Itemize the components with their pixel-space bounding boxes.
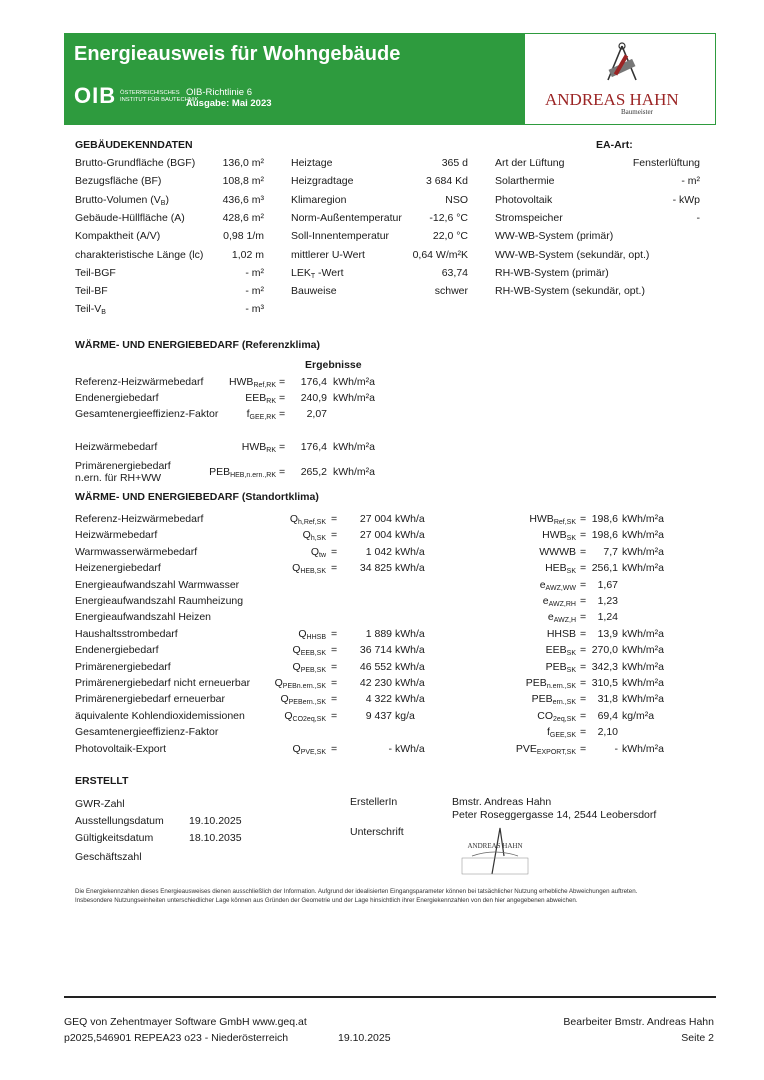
erstellt-value: 18.10.2035	[189, 832, 242, 844]
standort-symbol2: $PVE_{EXPORT,SK}$	[515, 743, 576, 756]
standort-label: Energieaufwandszahl Heizen	[75, 611, 212, 623]
klima-label: mittlerer U-Wert	[291, 249, 365, 261]
standort-eq2: =	[580, 611, 587, 623]
standort-label: Haushaltsstrombedarf	[75, 628, 178, 640]
standort-eq: =	[331, 710, 338, 722]
standort-eq2: =	[580, 644, 587, 656]
system-label: WW-WB-System (primär)	[495, 230, 614, 242]
footer-software: GEQ von Zehentmayer Software GmbH www.geq.at	[64, 1016, 307, 1028]
standort-unit: kg/a	[395, 710, 415, 722]
system-label: WW-WB-System (sekundär, opt.)	[495, 249, 650, 261]
referenz-eq: =	[279, 441, 286, 453]
standort-eq2: =	[580, 661, 587, 673]
standort-symbol: $Q_{HHSB}$	[298, 628, 326, 641]
referenz-label: Gesamtenergieeffizienz-Faktor	[75, 408, 219, 420]
referenz-eq: =	[279, 466, 286, 478]
standort-value: 4 322	[365, 693, 392, 705]
standort-value: 1 042	[365, 546, 392, 558]
ausgabe-text: Ausgabe: Mai 2023	[186, 98, 272, 109]
standort-value2: -	[614, 743, 618, 755]
standort-unit: kWh/a	[395, 628, 425, 640]
standort-unit: kWh/a	[395, 513, 425, 525]
header-green-panel	[64, 33, 524, 125]
standort-eq2: =	[580, 546, 587, 558]
standort-value2: 69,4	[597, 710, 618, 722]
standort-value: 42 230	[359, 677, 392, 689]
referenz-unit: kWh/m²a	[333, 376, 375, 388]
standort-value2: 342,3	[591, 661, 618, 673]
klima-label: $LEK_T$ -Wert	[291, 267, 344, 280]
standort-symbol: $Q_{h,SK}$	[302, 529, 326, 542]
ergebnisse-label: Ergebnisse	[305, 359, 362, 371]
standort-unit: kWh/a	[395, 693, 425, 705]
gebaeude-value: - m²	[245, 267, 264, 279]
standort-symbol: $Q_{tw}$	[310, 546, 326, 559]
standort-heading: WÄRME- UND ENERGIEBEDARF (Standortklima)	[75, 491, 319, 503]
standort-label: Endenergiebedarf	[75, 644, 159, 656]
referenz-value: 176,4	[300, 441, 327, 453]
referenz-label: Endenergiebedarf	[75, 392, 159, 404]
system-value: - kWp	[672, 194, 700, 206]
standort-symbol2: $PEB_{SK}$	[545, 661, 576, 674]
standort-label: Primärenergiebedarf erneuerbar	[75, 693, 225, 705]
erstellt-heading: ERSTELLT	[75, 775, 129, 787]
gebaeude-label: Kompaktheit (A/V)	[75, 230, 161, 242]
ea-art-label: EA-Art:	[596, 139, 633, 151]
standort-unit2: kWh/m²a	[622, 546, 664, 558]
gebaeude-heading: GEBÄUDEKENNDATEN	[75, 139, 193, 151]
brand-panel	[524, 33, 716, 125]
gebaeude-label: Gebäude-Hüllfläche (A)	[75, 212, 185, 224]
standort-unit: kWh/a	[395, 562, 425, 574]
system-value: Fensterlüftung	[632, 157, 700, 169]
klima-value: 0,64 W/m²K	[412, 249, 468, 261]
standort-unit2: kWh/m²a	[622, 644, 664, 656]
standort-eq2: =	[580, 693, 587, 705]
klima-value: 365 d	[441, 157, 468, 169]
stamp-text: ANDREAS HAHN	[467, 842, 523, 850]
standort-symbol2: $EEB_{SK}$	[545, 644, 576, 657]
standort-label: Heizwärmebedarf	[75, 529, 158, 541]
standort-value: 46 552	[359, 661, 392, 673]
standort-unit2: kWh/m²a	[622, 628, 664, 640]
system-label: Stromspeicher	[495, 212, 563, 224]
footer-bearbeiter: Bearbeiter Bmstr. Andreas Hahn	[563, 1016, 714, 1028]
gebaeude-value: 428,6 m²	[222, 212, 264, 224]
standort-unit2: kWh/m²a	[622, 661, 664, 673]
standort-symbol2: $e_{AWZ,WW}$	[539, 579, 576, 592]
klima-label: Soll-Innentemperatur	[291, 230, 390, 242]
standort-unit2: kWh/m²a	[622, 743, 664, 755]
gebaeude-value: 436,6 m³	[222, 194, 264, 206]
erstellt-value: 19.10.2025	[189, 815, 242, 827]
standort-symbol2: $e_{AWZ,RH}$	[542, 595, 576, 608]
referenz-heading: WÄRME- UND ENERGIEBEDARF (Referenzklima)	[75, 339, 321, 351]
gebaeude-value: - m³	[245, 303, 264, 315]
standort-label: Energieaufwandszahl Raumheizung	[75, 595, 244, 607]
standort-label: Primärenergiebedarf	[75, 661, 171, 673]
referenz-label: Heizwärmebedarf	[75, 441, 158, 453]
system-label: RH-WB-System (sekundär, opt.)	[495, 285, 645, 297]
referenz-eq: =	[279, 376, 286, 388]
standort-eq: =	[331, 529, 338, 541]
standort-symbol2: $PEB_{ern.,SK}$	[531, 693, 576, 706]
standort-unit2: kWh/m²a	[622, 693, 664, 705]
klima-value: 3 684 Kd	[425, 175, 468, 187]
page-title: Energieausweis für Wohngebäude	[74, 43, 401, 65]
oib-sub-line1: ÖSTERREICHISCHES	[120, 90, 180, 96]
standort-value: 1 889	[365, 628, 392, 640]
standort-symbol: $Q_{PEB,SK}$	[292, 661, 326, 674]
standort-value2: 256,1	[591, 562, 618, 574]
standort-symbol2: WWWB	[539, 546, 576, 558]
standort-eq: =	[331, 546, 338, 558]
standort-label: Gesamtenergieeffizienz-Faktor	[75, 726, 219, 738]
unterschrift-label: Unterschrift	[350, 826, 404, 838]
ersteller-name: Bmstr. Andreas Hahn	[452, 796, 552, 808]
referenz-value: 176,4	[300, 376, 327, 388]
standort-unit: kWh/a	[395, 546, 425, 558]
referenz-label-line2: n.ern. für RH+WW	[75, 472, 162, 484]
standort-eq2: =	[580, 726, 587, 738]
standort-eq: =	[331, 628, 338, 640]
standort-unit: kWh/a	[395, 529, 425, 541]
standort-unit: kWh/a	[395, 743, 425, 755]
system-label: RH-WB-System (primär)	[495, 267, 609, 279]
erstellt-label: Gültigkeitsdatum	[75, 832, 154, 844]
standort-eq2: =	[580, 628, 587, 640]
standort-label: äquivalente Kohlendioxidemissionen	[75, 710, 245, 722]
referenz-symbol: $HWB_{RK}$	[241, 441, 276, 454]
standort-symbol: $Q_{PEBn.ern.,SK}$	[274, 677, 326, 690]
footer-projekt: p2025,546901 REPEA23 o23 - Niederösterreich	[64, 1032, 289, 1044]
standort-value: 27 004	[359, 529, 392, 541]
footer-seite: Seite 2	[681, 1032, 714, 1044]
klima-value: NSO	[445, 194, 468, 206]
standort-symbol2: $HWB_{Ref,SK}$	[529, 513, 576, 526]
disclaimer-line1: Die Energiekennzahlen dieses Energieausweises dienen ausschließlich der Information. Aufgrund der idealisierten Eingangsparameter können bei tatsächlicher Nutzung erhebliche Abweichungen auftreten.	[75, 888, 638, 895]
standort-eq2: =	[580, 710, 587, 722]
disclaimer-line2: Insbesondere Nutzungseinheiten unterschiedlicher Lage können aus Gründen der Geometrie und der Lage hinsichtlich ihrer Energiekennzahlen von den hier angegebenen abweichen.	[75, 896, 578, 904]
klima-value: -12,6 °C	[429, 212, 468, 224]
referenz-symbol: $EEB_{RK}$	[245, 392, 276, 405]
standort-unit2: kWh/m²a	[622, 562, 664, 574]
standort-value2: 310,5	[591, 677, 618, 689]
standort-label: Referenz-Heizwärmebedarf	[75, 513, 204, 525]
standort-eq: =	[331, 743, 338, 755]
klima-label: Norm-Außentemperatur	[291, 212, 402, 224]
standort-eq2: =	[580, 677, 587, 689]
standort-symbol2: $HEB_{SK}$	[545, 562, 576, 575]
klima-value: 22,0 °C	[432, 230, 468, 242]
standort-value: 34 825	[359, 562, 392, 574]
gebaeude-label: Teil-BGF	[75, 267, 116, 279]
standort-value2: 198,6	[591, 513, 618, 525]
standort-value2: 13,9	[597, 628, 618, 640]
referenz-eq: =	[279, 408, 286, 420]
standort-value2: 31,8	[597, 693, 618, 705]
gebaeude-label: Teil-$V_B$	[75, 303, 106, 316]
standort-value2: 2,10	[597, 726, 618, 738]
standort-symbol2: HHSB	[546, 628, 576, 640]
gebaeude-value: 0,98 1/m	[223, 230, 264, 242]
system-value: - m²	[681, 175, 700, 187]
standort-eq2: =	[580, 529, 587, 541]
system-label: Solarthermie	[495, 175, 555, 187]
standort-eq2: =	[580, 579, 587, 591]
standort-symbol: $Q_{CO2eq,SK}$	[284, 710, 326, 723]
standort-eq: =	[331, 644, 338, 656]
standort-unit2: kg/m²a	[622, 710, 655, 722]
referenz-label: Referenz-Heizwärmebedarf	[75, 376, 204, 388]
standort-eq: =	[331, 677, 338, 689]
gebaeude-label: Brutto-Volumen $(V_B)$	[75, 194, 169, 207]
system-value: -	[696, 212, 700, 224]
standort-value2: 7,7	[603, 546, 618, 558]
standort-value2: 1,67	[597, 579, 618, 591]
referenz-unit: kWh/m²a	[333, 441, 375, 453]
referenz-symbol: $PEB_{HEB,n.ern.,RK}$	[209, 466, 276, 479]
referenz-symbol: $HWB_{Ref,RK}$	[228, 376, 276, 389]
standort-eq2: =	[580, 513, 587, 525]
standort-unit2: kWh/m²a	[622, 677, 664, 689]
oib-logo: OIB	[74, 83, 117, 108]
standort-unit2: kWh/m²a	[622, 529, 664, 541]
standort-symbol2: $f_{GEE,SK}$	[547, 726, 576, 739]
klima-label: Bauweise	[291, 285, 337, 297]
standort-eq: =	[331, 661, 338, 673]
klima-value: schwer	[434, 285, 468, 297]
referenz-unit: kWh/m²a	[333, 466, 375, 478]
referenz-eq: =	[279, 392, 286, 404]
oib-richtlinie	[186, 87, 272, 109]
gebaeude-label: Brutto-Grundfläche (BGF)	[75, 157, 196, 169]
system-label: Art der Lüftung	[495, 157, 565, 169]
standort-label: Warmwasserwärmebedarf	[75, 546, 198, 558]
standort-value: 9 437	[365, 710, 392, 722]
footer-datum: 19.10.2025	[338, 1032, 391, 1044]
klima-value: 63,74	[441, 267, 468, 279]
standort-symbol: $Q_{PEBern.,SK}$	[280, 693, 326, 706]
standort-label: Heizenergiebedarf	[75, 562, 161, 574]
richtlinie-text: OIB-Richtlinie 6	[186, 87, 252, 98]
referenz-unit: kWh/m²a	[333, 392, 375, 404]
standort-value2: 1,24	[597, 611, 618, 623]
gebaeude-value: 108,8 m²	[222, 175, 264, 187]
standort-value: 36 714	[359, 644, 392, 656]
standort-unit: kWh/a	[395, 677, 425, 689]
erstellt-label: GWR-Zahl	[75, 798, 125, 810]
brand-subtitle: Baumeister	[621, 108, 653, 116]
standort-symbol: $Q_{h,Ref,SK}$	[289, 513, 326, 526]
standort-symbol2: $e_{AWZ,H}$	[547, 611, 576, 624]
gebaeude-label: Bezugsfläche (BF)	[75, 175, 162, 187]
referenz-label: Primärenergiebedarf	[75, 460, 171, 472]
standort-symbol: $Q_{PVE,SK}$	[292, 743, 326, 756]
brand-logo-icon	[599, 40, 645, 86]
erstellt-label: Geschäftszahl	[75, 851, 142, 863]
standort-eq2: =	[580, 562, 587, 574]
standort-eq: =	[331, 513, 338, 525]
referenz-value: 2,07	[306, 408, 327, 420]
referenz-value: 265,2	[300, 466, 327, 478]
standort-value2: 1,23	[597, 595, 618, 607]
standort-value: -	[388, 743, 392, 755]
footer-rule	[64, 996, 716, 998]
standort-eq: =	[331, 562, 338, 574]
klima-label: Klimaregion	[291, 194, 347, 206]
erstellt-label: Ausstellungsdatum	[75, 815, 164, 827]
standort-label: Energieaufwandszahl Warmwasser	[75, 579, 240, 591]
standort-eq2: =	[580, 595, 587, 607]
gebaeude-value: 1,02 m	[231, 249, 264, 261]
standort-unit: kWh/a	[395, 661, 425, 673]
standort-symbol: $Q_{HEB,SK}$	[292, 562, 326, 575]
klima-label: Heizgradtage	[291, 175, 354, 187]
standort-value2: 270,0	[591, 644, 618, 656]
gebaeude-label: charakteristische Länge (lc)	[75, 249, 204, 261]
standort-unit2: kWh/m²a	[622, 513, 664, 525]
ersteller-address: Peter Roseggergasse 14, 2544 Leobersdorf	[452, 809, 657, 821]
standort-eq2: =	[580, 743, 587, 755]
standort-unit: kWh/a	[395, 644, 425, 656]
signature-stamp-icon	[452, 826, 538, 878]
standort-symbol2: $PEB_{n.ern.,SK}$	[525, 677, 576, 690]
standort-value: 27 004	[359, 513, 392, 525]
gebaeude-value: - m²	[245, 285, 264, 297]
disclaimer	[75, 888, 725, 905]
standort-value2: 198,6	[591, 529, 618, 541]
gebaeude-value: 136,0 m²	[222, 157, 264, 169]
standort-symbol: $Q_{EEB,SK}$	[292, 644, 326, 657]
standort-symbol2: $HWB_{SK}$	[542, 529, 576, 542]
header-banner	[64, 33, 716, 125]
referenz-value: 240,9	[300, 392, 327, 404]
klima-label: Heiztage	[291, 157, 333, 169]
oib-sub-line2: INSTITUT FÜR BAUTECHNIK	[120, 97, 199, 103]
standort-label: Photovoltaik-Export	[75, 743, 167, 755]
brand-name: ANDREAS HAHN	[545, 90, 679, 109]
referenz-symbol: $f_{GEE,RK}$	[246, 408, 276, 421]
standort-eq: =	[331, 693, 338, 705]
standort-symbol2: $CO_{2eq,SK}$	[537, 710, 576, 723]
standort-label: Primärenergiebedarf nicht erneuerbar	[75, 677, 251, 689]
system-label: Photovoltaik	[495, 194, 553, 206]
ersteller-label: ErstellerIn	[350, 796, 398, 808]
gebaeude-label: Teil-BF	[75, 285, 108, 297]
